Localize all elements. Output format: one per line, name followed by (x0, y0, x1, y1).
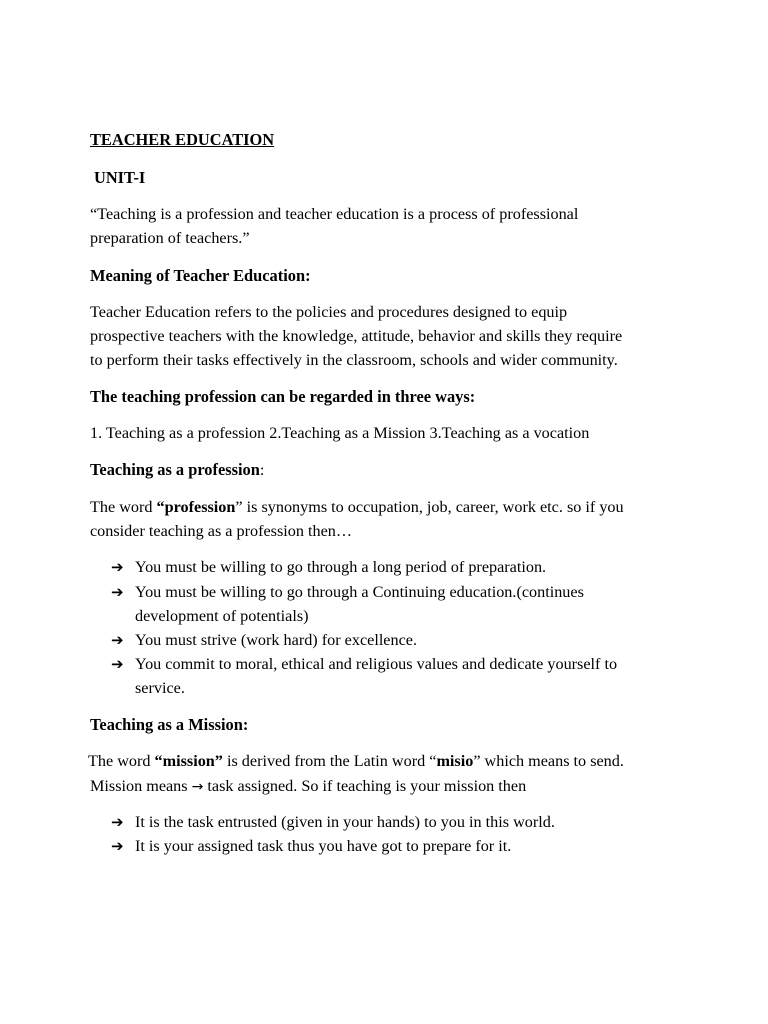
meaning-line-1: Teacher Education refers to the policies and procedures designed to equip (90, 303, 568, 321)
profession-bullet-1: You must be willing to go through a long period of preparation. (135, 558, 547, 576)
quote-line-1: “Teaching is a profession and teacher education is a process of professional (90, 205, 579, 223)
profession-paragraph-line-2: consider teaching as a profession then… (90, 522, 353, 540)
profession-heading-text: Teaching as a profession (90, 460, 260, 479)
document-title: TEACHER EDUCATION (90, 130, 275, 149)
ways-heading: The teaching profession can be regarded in three ways: (90, 387, 476, 406)
meaning-line-2: prospective teachers with the knowledge, attitude, behavior and skills they require (90, 327, 623, 345)
mission-heading: Teaching as a Mission: (90, 715, 249, 734)
profession-heading (90, 458, 264, 482)
mission-text-p2a: Mission means (90, 777, 192, 795)
meaning-line-3: to perform their tasks effectively in the classroom, schools and wider community. (90, 351, 618, 369)
meaning-heading: Meaning of Teacher Education: (90, 266, 311, 285)
profession-text-a: The word (90, 498, 157, 516)
mission-text-a: The word (88, 752, 155, 770)
ways-list-line: 1. Teaching as a profession 2.Teaching as a Mission 3.Teaching as a vocation (90, 424, 590, 442)
quote-line-2: preparation of teachers.” (90, 229, 250, 247)
mission-text-e: ” which means to send. (473, 752, 624, 770)
arrow-bullet-icon: ➔ (111, 631, 124, 649)
mission-paragraph-line-1 (88, 749, 624, 773)
arrow-bullet-icon: ➔ (111, 583, 124, 601)
arrow-bullet-icon: ➔ (111, 655, 124, 673)
unit-label: UNIT-I (94, 168, 146, 187)
arrow-bullet-icon: ➔ (111, 837, 124, 855)
profession-paragraph-line-1 (90, 495, 624, 519)
profession-keyword: “profession (156, 498, 236, 516)
inline-arrow-icon: → (191, 779, 204, 795)
misio-keyword: misio (436, 752, 474, 770)
mission-keyword: “mission” (154, 752, 223, 770)
mission-bullet-1: It is the task entrusted (given in your hands) to you in this world. (135, 813, 555, 831)
profession-bullet-4-line-1: You commit to moral, ethical and religious values and dedicate yourself to (135, 655, 618, 673)
profession-bullet-2-line-2: development of potentials) (135, 607, 309, 625)
profession-heading-colon: : (259, 461, 265, 479)
mission-text-c: is derived from the Latin word “ (222, 752, 437, 770)
mission-paragraph-line-2 (90, 774, 526, 799)
mission-bullet-2: It is your assigned task thus you have got to prepare for it. (135, 837, 512, 855)
mission-text-p2b: task assigned. So if teaching is your mission then (203, 777, 527, 795)
arrow-bullet-icon: ➔ (111, 813, 124, 831)
profession-bullet-4-line-2: service. (135, 679, 185, 697)
profession-text-c: ” is synonyms to occupation, job, career, work etc. so if you (235, 498, 624, 516)
arrow-bullet-icon: ➔ (111, 558, 124, 576)
profession-bullet-2-line-1: You must be willing to go through a Continuing education.(continues (135, 583, 584, 601)
profession-bullet-3: You must strive (work hard) for excellence. (135, 631, 418, 649)
